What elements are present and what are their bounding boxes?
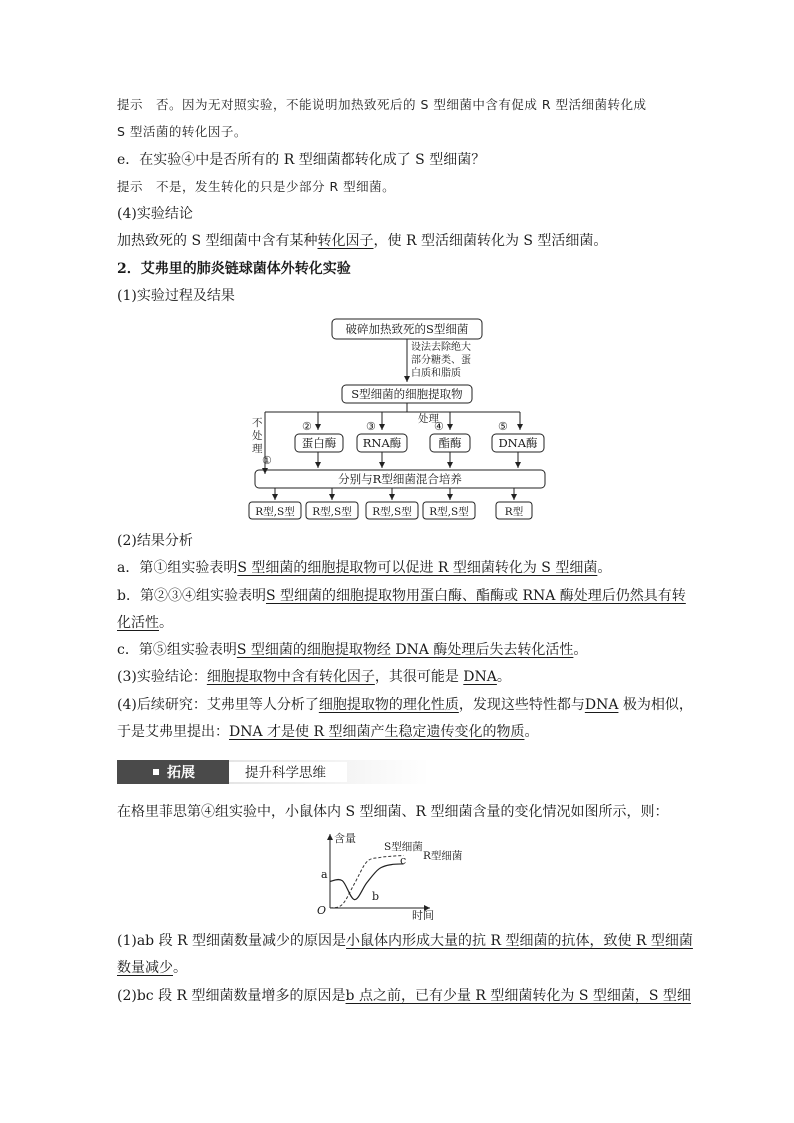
text: 。 [496,669,511,685]
bullet-icon [153,769,159,775]
text: (2)bc 段 R 型细菌数量增多的原因是 [117,988,346,1004]
bacteria-content-chart [312,828,462,920]
legend-s: S型细菌 [384,841,423,853]
text: ，使 R 型活细菌转化为 S 型活细菌。 [373,233,608,249]
text: b．第②③④组实验表明 [117,588,266,604]
point-label-b: b [372,890,380,903]
enzyme-label: 酯酶 [438,436,462,450]
section-title: 2．艾弗里的肺炎链球菌体外转化实验 [117,261,351,277]
text: 。 [597,560,612,576]
answer-underlined: b 点之前，已有少量 R 型细菌转化为 S 型细菌，S 型细 [345,988,691,1004]
answer-underlined: DNA 才是使 R 型细菌产生稳定遗传变化的物质 [229,724,525,740]
no-treat-label: 理 [252,443,263,455]
y-axis-label: 含量 [334,832,356,845]
x-axis-label: 时间 [412,909,434,920]
result-label: R型,S型 [255,506,295,518]
followup-research [117,695,693,715]
answer-underlined: 转化因子 [317,233,374,249]
process-heading: (1)实验过程及结果 [117,288,235,304]
text: (3)实验结论： [117,669,207,685]
answer-underlined: 细胞提取物中含有转化因子 [206,669,375,685]
extension-banner [117,760,429,784]
group-num-5: ⑤ [498,420,508,433]
text: 加热致死的 S 型细菌中含有某种 [117,233,318,249]
result-label: R型 [504,506,524,518]
text: 。 [524,724,539,740]
result-label: R型,S型 [372,506,412,518]
analysis-b [117,586,686,606]
r-bacteria-curve [330,864,404,900]
result-label: R型,S型 [429,506,469,518]
treat-label: 处理 [418,413,439,425]
banner-tag: 拓展 [167,765,195,781]
answer-underlined: DNA [463,669,497,685]
hint-text: 提示 否。因为无对照实验，不能说明加热致死后的 S 型细菌中含有促成 R 型活细菌转化成 [117,97,647,112]
text: ，发现这些特性都与 [458,697,585,713]
top-box-label: 破碎加热致死的S型细菌 [345,322,469,336]
text: 。 [159,615,173,631]
banner-subtitle: 提升科学思维 [245,765,326,781]
analysis-heading: (2)结果分析 [117,533,193,549]
question-2 [117,986,691,1006]
text: c．第⑤组实验表明 [117,642,237,658]
question-1-cont [117,958,187,978]
no-treat-label: 处 [252,430,263,442]
hint-text: 提示 不是，发生转化的只是少部分 R 型细菌。 [117,179,396,194]
group-num-4: ④ [434,420,444,433]
origin-label: O [317,904,327,917]
question-e: e．在实验④中是否所有的 R 型细菌都转化成了 S 型细菌？ [117,152,486,168]
answer-underlined: S 型细菌的细胞提取物用蛋白酶、酯酶或 RNA 酶处理后仍然具有转 [265,588,686,604]
extract-box-label: S型细菌的细胞提取物 [351,387,463,401]
text: ，其很可能是 [374,669,464,685]
point-label-a: a [321,868,328,881]
enzyme-label: RNA酶 [362,436,402,450]
answer-underlined: DNA [584,697,619,713]
followup-research-cont [117,722,538,742]
enzyme-label: DNA酶 [498,436,538,450]
culture-box-label: 分别与R型细菌混合培养 [338,472,462,486]
result-label: R型,S型 [312,506,352,518]
point-label-c: c [400,854,407,867]
answer-underlined: S 型细菌的细胞提取物经 DNA 酶处理后失去转化活性 [236,642,574,658]
answer-underlined: S 型细菌的细胞提取物可以促进 R 型细菌转化为 S 型细菌 [237,560,598,576]
text: 于是艾弗里提出： [117,724,229,740]
conclusion-heading: (4)实验结论 [117,206,193,222]
text: 。 [573,642,588,658]
method-label: 设法去除绝大 [411,342,471,353]
experiment-flow-diagram [240,312,560,524]
text: 。 [173,960,187,976]
answer-underlined: 小鼠体内形成大量的抗 R 型细菌的抗体，致使 R 型细菌 [346,933,693,949]
text: 极为相似， [618,697,693,713]
analysis-c [117,640,587,660]
enzyme-label: 蛋白酶 [301,436,337,450]
legend-r: R型细菌 [423,850,462,862]
group-num-1: ① [262,454,272,467]
answer-underlined: 化活性 [117,615,159,631]
conclusion-3 [117,667,511,687]
method-label: 白质和脂质 [411,368,461,379]
no-treat-label: 不 [252,417,263,429]
analysis-b-cont [117,613,173,633]
group-num-3: ③ [366,420,376,433]
question-1 [117,931,693,951]
answer-underlined: 数量减少 [117,960,173,976]
text: (4)后续研究：艾弗里等人分析了 [117,697,319,713]
group-num-2: ② [302,420,312,433]
extension-intro: 在格里菲思第④组实验中，小鼠体内 S 型细菌、R 型细菌含量的变化情况如图所示，则： [117,804,669,820]
conclusion-text [117,231,607,251]
method-label: 部分糖类、蛋 [411,355,471,366]
hint-text-cont: S 型活菌的转化因子。 [117,124,247,139]
s-bacteria-curve [330,854,407,909]
text: (1)ab 段 R 型细菌数量减少的原因是 [117,933,347,949]
analysis-a [117,558,611,578]
answer-underlined: 细胞提取物的理化性质 [318,697,459,713]
text: a．第①组实验表明 [117,560,238,576]
